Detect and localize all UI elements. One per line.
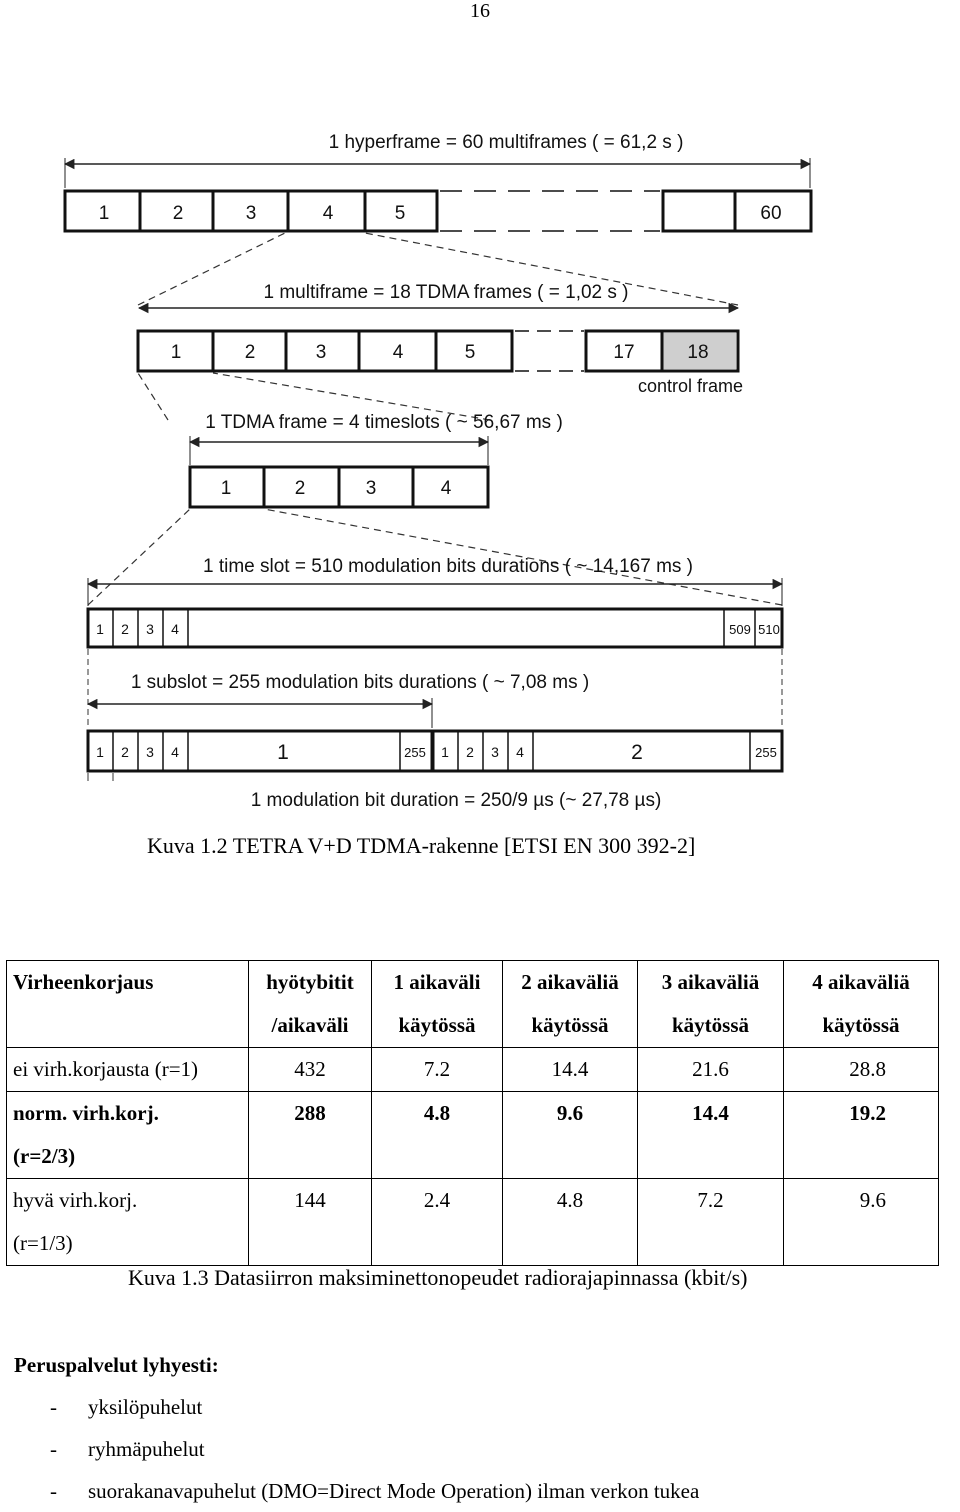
hyperframe-cell: 1 (98, 203, 110, 224)
timeslot-cell: 510 (758, 622, 780, 637)
row-label: hyvä virh.korj. (r=1/3) (7, 1179, 249, 1266)
subslot-cell: 255 (755, 745, 777, 760)
multiframe-label: 1 multiframe = 18 TDMA frames ( = 1,02 s ) (263, 282, 629, 303)
cell-value: 288 (249, 1092, 372, 1179)
cell-value: 28.8 (784, 1048, 939, 1092)
list-item: - suorakanavapuhelut (DMO=Direct Mode Operation) ilman verkon tukea (50, 1479, 700, 1503)
table-row (7, 1179, 939, 1266)
hyperframe-cell: 2 (172, 203, 184, 224)
multiframe-cell: 18 (687, 342, 709, 363)
cell-value: 2.4 (372, 1179, 503, 1266)
table-row (7, 1092, 939, 1179)
header-1-aikavali: 1 aikaväli käytössä (372, 961, 503, 1048)
hyperframe-cell: 3 (245, 203, 257, 224)
table-caption: Kuva 1.3 Datasiirron maksiminettonopeudet radiorajapinnassa (kbit/s) (128, 1265, 748, 1290)
cell-value: 9.6 (784, 1179, 939, 1266)
page-number: 16 (470, 0, 490, 22)
header-3-aikavalia: 3 aikaväliä käytössä (638, 961, 784, 1048)
subslot-cell: 3 (146, 744, 154, 760)
hyperframe-cell: 4 (322, 203, 334, 224)
cell-value: 14.4 (638, 1092, 784, 1179)
cell-value: 144 (249, 1179, 372, 1266)
list-item: - ryhmäpuhelut (50, 1437, 205, 1461)
subslot-label: 1 subslot = 255 modulation bits durations ( ~ 7,08 ms ) (130, 672, 590, 693)
cell-value: 9.6 (503, 1092, 638, 1179)
hyperframe-label: 1 hyperframe = 60 multiframes ( = 61,2 s ) (328, 132, 684, 153)
subslot-cell: 1 (277, 741, 289, 764)
subslot-cell: 2 (466, 744, 474, 760)
cell-value: 19.2 (784, 1092, 939, 1179)
hyperframe-row (65, 191, 811, 231)
cell-value: 7.2 (372, 1048, 503, 1092)
timeslot-cell: 3 (146, 621, 154, 637)
header-2-aikavalia: 2 aikaväliä käytössä (503, 961, 638, 1048)
data-rate-table (6, 960, 939, 1266)
cell-value: 14.4 (503, 1048, 638, 1092)
cell-value: 7.2 (638, 1179, 784, 1266)
tdma-frame-row (190, 467, 488, 507)
cell-value: 4.8 (503, 1179, 638, 1266)
header-virheenkorjaus: Virheenkorjaus (7, 961, 249, 1048)
subslot-cell: 255 (404, 745, 426, 760)
subslot-cell: 3 (491, 744, 499, 760)
timeslot-row (88, 609, 782, 647)
subslot-cell: 1 (441, 744, 449, 760)
table-row (7, 1048, 939, 1092)
cell-value: 4.8 (372, 1092, 503, 1179)
header-hyotybitit: hyötybitit /aikaväli (249, 961, 372, 1048)
subslot-2-row (433, 731, 782, 771)
bit-duration-label: 1 modulation bit duration = 250/9 µs (~ 27,78 µs) (250, 790, 662, 811)
subslot-cell: 1 (96, 744, 104, 760)
timeslot-cell: 2 (121, 621, 129, 637)
timeslot-cell: 509 (729, 622, 751, 637)
multiframe-cell: 4 (392, 342, 404, 363)
row-label: ei virh.korjausta (r=1) (7, 1048, 249, 1092)
list-item: - yksilöpuhelut (50, 1395, 203, 1419)
subslot-cell: 4 (516, 744, 524, 760)
timeslot-label: 1 time slot = 510 modulation bits durations ( ~ 14,167 ms ) (202, 556, 694, 577)
subslot-1-row (88, 731, 432, 771)
timeslot-cell: 1 (96, 621, 104, 637)
cell-value: 432 (249, 1048, 372, 1092)
cell-value: 21.6 (638, 1048, 784, 1092)
multiframe-cell: 2 (244, 342, 256, 363)
multiframe-cell: 17 (613, 342, 635, 363)
tdma-cell: 1 (220, 478, 232, 499)
hyperframe-cell: 5 (394, 203, 406, 224)
tdma-cell: 3 (365, 478, 377, 499)
multiframe-cell: 1 (170, 342, 182, 363)
tdma-label: 1 TDMA frame = 4 timeslots ( ~ 56,67 ms ) (205, 412, 563, 433)
subslot-cell: 4 (171, 744, 179, 760)
multiframe-row (138, 331, 738, 371)
multiframe-cell: 5 (464, 342, 476, 363)
multiframe-cell: 3 (315, 342, 327, 363)
services-section (14, 1344, 699, 1512)
tdma-cell: 4 (440, 478, 452, 499)
row-label: norm. virh.korj. (r=2/3) (7, 1092, 249, 1179)
header-4-aikavalia: 4 aikaväliä käytössä (784, 961, 939, 1048)
hyperframe-cell: 60 (760, 203, 782, 224)
figure-caption: Kuva 1.2 TETRA V+D TDMA-rakenne [ETSI EN 300 392-2] (147, 833, 696, 858)
timeslot-cell: 4 (171, 621, 179, 637)
services-heading: Peruspalvelut lyhyesti: (14, 1353, 219, 1377)
subslot-cell: 2 (631, 741, 643, 764)
subslot-cell: 2 (121, 744, 129, 760)
tdma-cell: 2 (294, 478, 306, 499)
control-frame-label: control frame (638, 376, 744, 396)
table-header-row (7, 961, 939, 1048)
